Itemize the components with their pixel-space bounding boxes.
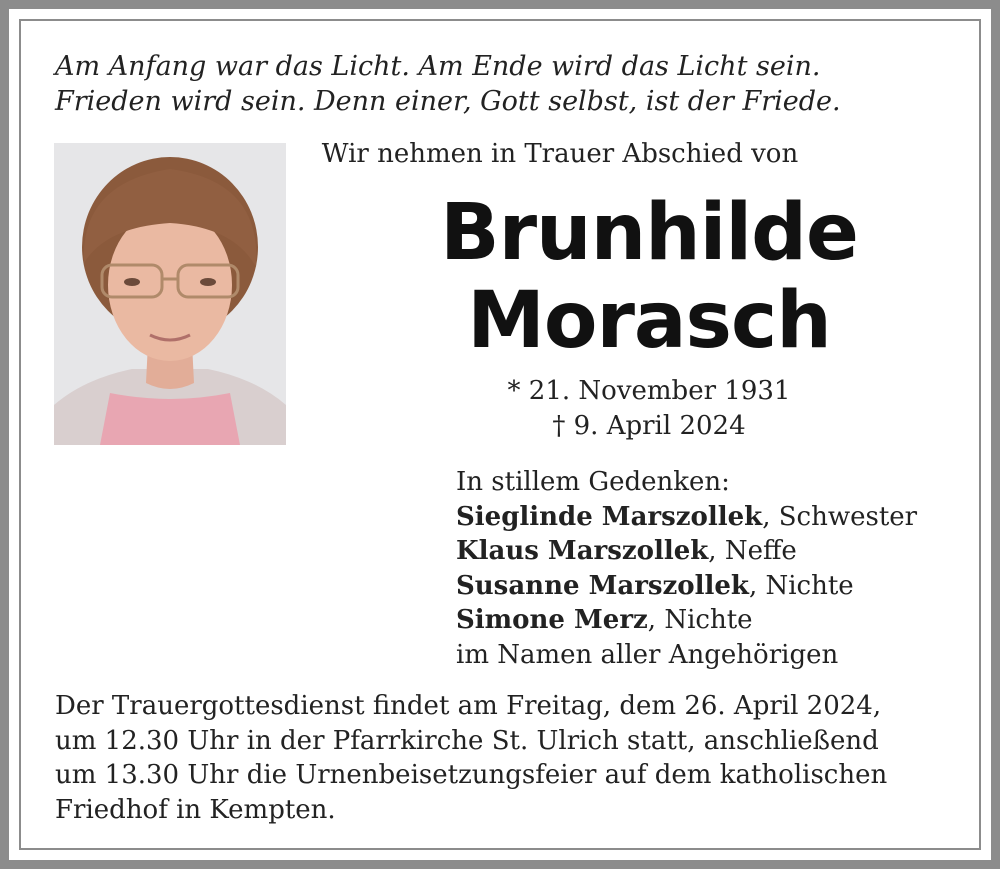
portrait-photo <box>54 143 286 445</box>
mourner-relation: , Schwester <box>762 501 918 532</box>
motto-line-2: Frieden wird sein. Denn einer, Gott selbst, ist der Friede. <box>55 86 841 117</box>
mourners-list <box>456 465 917 672</box>
mourner-name: Klaus Marszollek <box>456 536 709 566</box>
birth-date: * 21. November 1931 <box>507 376 791 406</box>
mourner-relation: , Nichte <box>748 570 854 601</box>
portrait-image <box>54 143 286 445</box>
mourner-relation: , Nichte <box>647 605 753 635</box>
death-date: † 9. April 2024 <box>552 411 746 441</box>
service-line-2: um 12.30 Uhr in der Pfarrkirche St. Ulrich statt, anschließend <box>55 725 879 756</box>
mourners-closing: im Namen aller Angehörigen <box>456 639 839 670</box>
deceased-name <box>329 189 969 365</box>
intro-text: Wir nehmen in Trauer Abschied von <box>321 139 799 169</box>
service-line-4: Friedhof in Kempten. <box>55 794 336 825</box>
last-name: Morasch <box>467 276 831 366</box>
motto <box>55 49 841 119</box>
mourner-relation: , Neffe <box>708 536 797 566</box>
motto-line-1: Am Anfang war das Licht. Am Ende wird das Licht sein. <box>55 51 821 82</box>
service-line-1: Der Trauergottesdienst findet am Freitag, dem 26. April 2024, <box>55 691 882 721</box>
mourner-row <box>456 534 917 569</box>
first-name: Brunhilde <box>440 188 858 278</box>
life-dates <box>329 374 969 444</box>
service-info <box>55 689 887 827</box>
mourners-heading: In stillem Gedenken: <box>456 467 730 497</box>
mourner-name: Sieglinde Marszollek <box>456 501 763 532</box>
obituary-card <box>9 9 991 860</box>
mourner-name: Simone Merz <box>456 605 648 635</box>
mourner-row <box>456 603 917 638</box>
service-line-3: um 13.30 Uhr die Urnenbeisetzungsfeier auf dem katholischen <box>55 760 888 790</box>
mourner-row <box>456 500 917 535</box>
mourner-name: Susanne Marszollek <box>456 570 749 601</box>
mourner-row <box>456 569 917 604</box>
